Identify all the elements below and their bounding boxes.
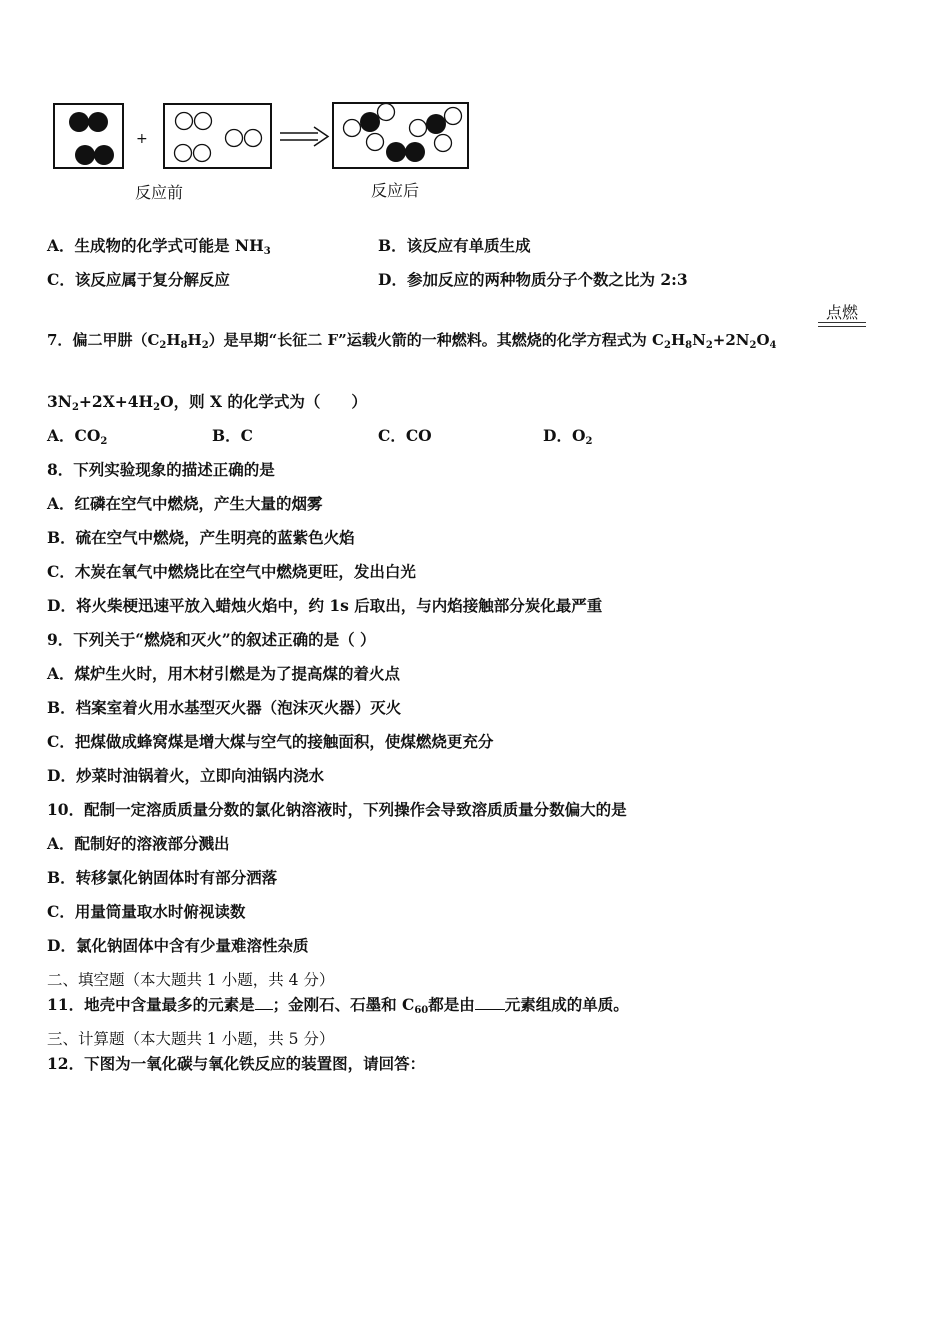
white-atom [195, 113, 212, 130]
reaction-arrow [280, 127, 328, 146]
q7-option-c: C．CO [378, 426, 432, 445]
black-atom [360, 112, 380, 132]
q8-option-d: D．将火柴梗迅速平放入蜡烛火焰中，约 1s 后取出，与内焰接触部分炭化最严重 [47, 596, 603, 615]
equation-rule-top [818, 322, 866, 323]
white-atom [378, 104, 395, 121]
black-atom [426, 114, 446, 134]
white-atom [435, 135, 452, 152]
q9-stem: 9．下列关于“燃烧和灭火”的叙述正确的是（ ） [47, 630, 376, 649]
reaction-condition: 点燃 [825, 303, 858, 322]
equation-rule-bottom [818, 326, 866, 327]
reaction-diagram [0, 0, 950, 210]
section-heading-calc: 三、计算题（本大题共 1 小题，共 5 分） [47, 1030, 335, 1048]
black-atom [75, 145, 95, 165]
black-atom [88, 112, 108, 132]
answer-blank [475, 995, 505, 1010]
q8-option-c: C．木炭在氧气中燃烧比在空气中燃烧更旺，发出白光 [47, 562, 416, 581]
q6-option-d: D．参加反应的两种物质分子个数之比为 2:3 [378, 270, 688, 289]
q7-line2: $3N_2+2X+4H_2O$，则 X 的化学式为（ ） [47, 392, 367, 413]
q8-option-b: B．硫在空气中燃烧，产生明亮的蓝紫色火焰 [47, 528, 355, 547]
q9-option-a: A．煤炉生火时，用木材引燃是为了提高煤的着火点 [47, 664, 401, 683]
q10-option-c: C．用量筒量取水时俯视读数 [47, 902, 246, 921]
q9-option-c: C．把煤做成蜂窝煤是增大煤与空气的接触面积，使煤燃烧更充分 [47, 732, 494, 751]
q10-option-a: A．配制好的溶液部分溅出 [47, 834, 230, 853]
plus-sign: + [136, 131, 148, 147]
section-heading-fill: 二、填空题（本大题共 1 小题，共 4 分） [47, 971, 335, 989]
white-atom [245, 130, 262, 147]
q8-option-a: A．红磷在空气中燃烧，产生大量的烟雾 [47, 494, 323, 513]
black-atom [94, 145, 114, 165]
q7-stem: 7．偏二甲肼$(C_2H_8H_2)$是早期“长征二 F”运载火箭的一种燃料。其燃烧的化学方程式为 $C_2H_8N_2+2N_2O_4$ [47, 331, 777, 351]
q7-option-d: D．$O_2$ [543, 426, 593, 447]
white-atom [445, 108, 462, 125]
q7-option-b: B．C [212, 426, 253, 445]
answer-blank [255, 995, 273, 1010]
q9-option-d: D．炒菜时油锅着火，立即向油锅内浇水 [47, 766, 324, 785]
label-after: 反应后 [371, 181, 420, 200]
label-before: 反应前 [135, 183, 184, 202]
black-atom [69, 112, 89, 132]
white-atom [176, 113, 193, 130]
q8-stem: 8．下列实验现象的描述正确的是 [47, 460, 275, 479]
white-atom [344, 120, 361, 137]
white-atom [175, 145, 192, 162]
white-atom [194, 145, 211, 162]
q10-option-d: D．氯化钠固体中含有少量难溶性杂质 [47, 936, 309, 955]
black-atom [386, 142, 406, 162]
white-atom [226, 130, 243, 147]
q10-option-b: B．转移氯化钠固体时有部分洒落 [47, 868, 278, 887]
q11: 11．地壳中含量最多的元素是 ；金刚石、石墨和 $C_{60}$都是由 元素组成的单质。 [47, 995, 629, 1016]
q6-option-b: B．该反应有单质生成 [378, 236, 531, 255]
white-atom [367, 134, 384, 151]
q6-option-c: C．该反应属于复分解反应 [47, 270, 230, 289]
q10-stem: 10．配制一定溶质质量分数的氯化钠溶液时，下列操作会导致溶质质量分数偏大的是 [47, 800, 627, 819]
q9-option-b: B．档案室着火用水基型灭火器（泡沫灭火器）灭火 [47, 698, 402, 717]
q12-stem: 12．下图为一氧化碳与氧化铁反应的装置图，请回答： [47, 1054, 426, 1073]
white-atom [410, 120, 427, 137]
q6-option-a: A．生成物的化学式可能是 $NH_3$ [47, 236, 271, 257]
black-atom [405, 142, 425, 162]
q7-option-a: A．$CO_2$ [47, 426, 108, 447]
